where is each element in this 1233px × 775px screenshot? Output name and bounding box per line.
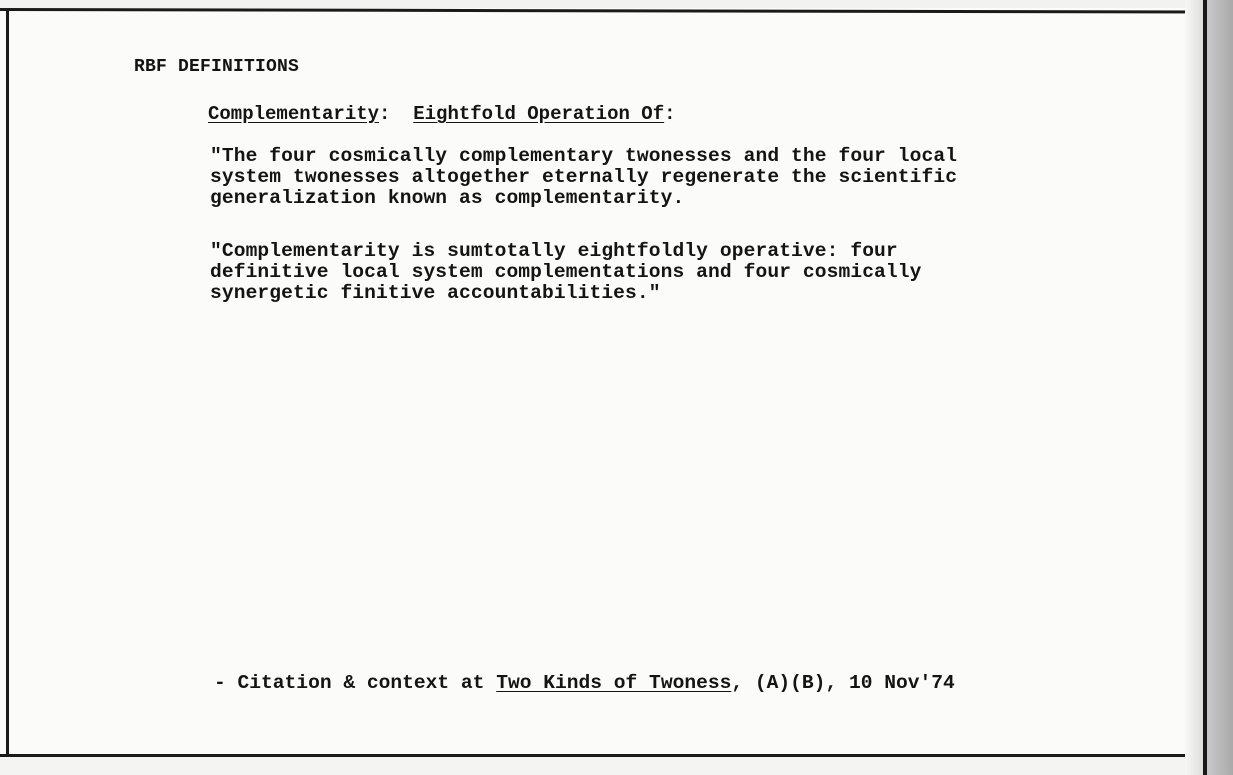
paragraph-line: "The four cosmically complementary twonesses and the four local — [210, 145, 958, 167]
card-top-edge — [0, 0, 1205, 8]
citation-prefix: - Citation & context at — [214, 672, 497, 694]
paragraph-line: system twonesses altogether eternally regenerate the scientific — [210, 166, 958, 188]
citation-source-link[interactable]: Two Kinds of Twoness — [496, 672, 732, 694]
definition-term-line — [208, 103, 676, 125]
definition-paragraph-2 — [210, 241, 922, 304]
citation-line — [214, 672, 955, 694]
subterm-suffix: : — [664, 103, 676, 125]
definition-subterm: Eightfold Operation Of — [413, 103, 665, 125]
citation-suffix: , (A)(B), 10 Nov'74 — [731, 672, 955, 694]
paragraph-line: generalization known as complementarity. — [210, 187, 685, 209]
card-header: RBF DEFINITIONS — [134, 57, 300, 77]
card-right-shadow — [1185, 0, 1205, 775]
next-card-edge — [0, 757, 1205, 775]
paragraph-line: definitive local system complementations and four cosmically — [210, 261, 922, 283]
card-border-top — [0, 8, 1205, 14]
term-separator: : — [379, 103, 391, 125]
definition-term: Complementarity — [208, 103, 380, 125]
card-border-left — [6, 8, 9, 775]
paragraph-line: "Complementarity is sumtotally eightfoldly operative: four — [210, 240, 898, 262]
paragraph-line: synergetic finitive accountabilities." — [210, 282, 661, 304]
scanner-background — [1207, 0, 1233, 775]
definition-paragraph-1 — [210, 146, 957, 209]
